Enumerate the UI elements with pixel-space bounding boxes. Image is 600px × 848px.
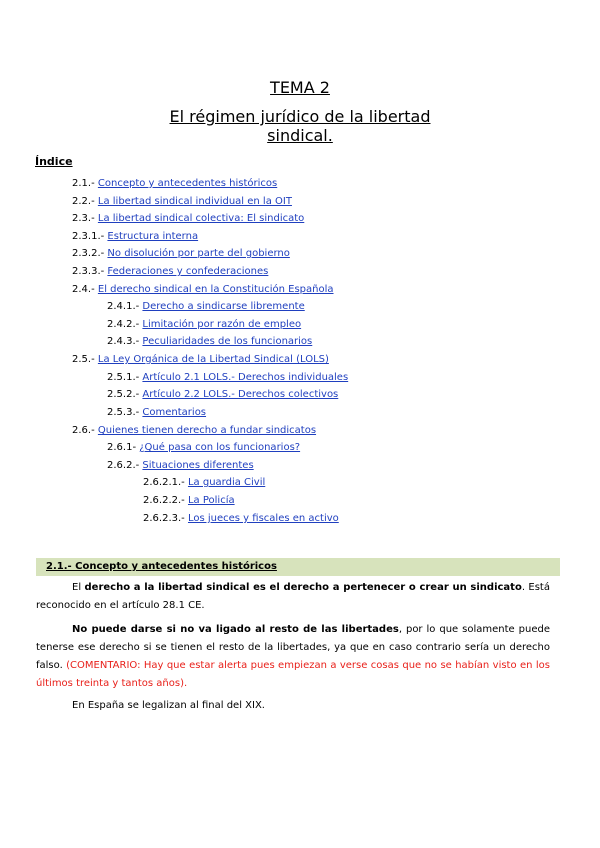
toc-number: 2.6.2.- [107, 460, 140, 471]
toc-link[interactable]: Artículo 2.2 LOLS.- Derechos colectivos [142, 389, 339, 400]
subtitle-line-1: El régimen jurídico de la libertad [169, 107, 431, 126]
paragraph-2-text: , por lo que solamente puede tenerse ese derecho si se tienen el resto de la libertades, ya que en caso contrario sería un derecho falso. [36, 624, 550, 671]
paragraph-1-end: . Está reconocido en el artículo 28.1 CE. [36, 582, 550, 611]
toc-entry-2-1[interactable] [72, 177, 277, 191]
toc-number: 2.3.2.- [72, 248, 105, 259]
toc-entry-2-3[interactable] [72, 212, 304, 226]
toc-link[interactable]: Situaciones diferentes [142, 460, 254, 471]
toc-entry-2-3-1[interactable] [72, 230, 198, 244]
toc-number: 2.4.3.- [107, 336, 140, 347]
toc-link[interactable]: Artículo 2.1 LOLS.- Derechos individuales [142, 372, 349, 383]
toc-entry-2-6-2-3[interactable] [143, 512, 339, 526]
toc-number: 2.6.- [72, 425, 95, 436]
toc-link[interactable]: Peculiaridades de los funcionarios [142, 336, 313, 347]
toc-entry-2-5-1[interactable] [107, 371, 348, 385]
toc-entry-2-6-2[interactable] [107, 459, 254, 473]
toc-entry-2-4-3[interactable] [107, 335, 312, 349]
toc-link[interactable]: La libertad sindical colectiva: El sindicato [97, 213, 305, 224]
toc-number: 2.5.3.- [107, 407, 140, 418]
toc-entry-2-3-3[interactable] [72, 265, 268, 279]
toc-number: 2.3.3.- [72, 266, 105, 277]
paragraph-3 [36, 697, 550, 715]
toc-number: 2.5.1.- [107, 372, 140, 383]
toc-entry-2-4-2[interactable] [107, 318, 301, 332]
toc-entry-2-5[interactable] [72, 353, 329, 367]
toc-link[interactable]: Limitación por razón de empleo [142, 319, 302, 330]
toc-entry-2-6-2-2[interactable] [143, 494, 235, 508]
toc-entry-2-4-1[interactable] [107, 300, 305, 314]
toc-number: 2.5.- [72, 354, 95, 365]
toc-link[interactable]: Concepto y antecedentes históricos [97, 178, 278, 189]
toc-entry-2-4[interactable] [72, 283, 334, 297]
toc-number: 2.1.- [72, 178, 95, 189]
toc-link[interactable]: La Policía [187, 495, 235, 506]
toc-number: 2.3.1.- [72, 231, 105, 242]
toc-entry-2-5-2[interactable] [107, 388, 338, 402]
toc-link[interactable]: La guardia Civil [187, 477, 266, 488]
paragraph-2-bold: No puede darse si no va ligado al resto de las libertades [72, 624, 399, 635]
subtitle-line-2: sindical. [267, 126, 333, 145]
toc-number: 2.5.2.- [107, 389, 140, 400]
toc-number: 2.6.2.2.- [143, 495, 185, 506]
paragraph-1-start: El [72, 582, 85, 593]
toc-link[interactable]: ¿Qué pasa con los funcionarios? [139, 442, 301, 453]
toc-link[interactable]: La libertad sindical individual en la OIT [97, 196, 292, 207]
toc-entry-2-6-1[interactable] [107, 441, 300, 455]
toc-number: 2.4.1.- [107, 301, 140, 312]
page-title: TEMA 2 [270, 78, 330, 97]
paragraph-1-bold: derecho a la libertad sindical es el derecho a pertenecer o crear un sindicato [84, 582, 522, 593]
toc-entry-2-3-2[interactable] [72, 247, 290, 261]
toc-entry-2-5-3[interactable] [107, 406, 206, 420]
toc-link[interactable]: El derecho sindical en la Constitución Española [97, 284, 334, 295]
toc-entry-2-2[interactable] [72, 195, 292, 209]
section-heading: 2.1.- Concepto y antecedentes históricos [46, 561, 277, 572]
index-heading: Índice [35, 155, 73, 168]
toc-link[interactable]: Quienes tienen derecho a fundar sindicatos [97, 425, 317, 436]
toc-entry-2-6[interactable] [72, 424, 316, 438]
toc-link[interactable]: La Ley Orgánica de la Libertad Sindical (LOLS) [97, 354, 329, 365]
toc-link[interactable]: Derecho a sindicarse libremente [142, 301, 305, 312]
toc-number: 2.3.- [72, 213, 95, 224]
toc-number: 2.6.2.1.- [143, 477, 185, 488]
paragraph-2 [36, 621, 550, 693]
toc-number: 2.4.- [72, 284, 95, 295]
toc-link[interactable]: Los jueces y fiscales en activo [187, 513, 339, 524]
page-subtitle [0, 107, 600, 145]
toc-number: 2.4.2.- [107, 319, 140, 330]
paragraph-3-text: En España se legalizan al final del XIX. [72, 700, 265, 711]
comment-text: (COMENTARIO: Hay que estar alerta pues empiezan a verse cosas que no se habían visto en los últimos treinta y tantos años). [36, 660, 550, 689]
toc-link[interactable]: No disolución por parte del gobierno [107, 248, 290, 259]
paragraph-1 [36, 579, 550, 615]
toc-link[interactable]: Comentarios [142, 407, 207, 418]
toc-link[interactable]: Federaciones y confederaciones [107, 266, 269, 277]
toc-number: 2.6.2.3.- [143, 513, 185, 524]
toc-number: 2.2.- [72, 196, 95, 207]
toc-number: 2.6.1- [107, 442, 137, 453]
toc-entry-2-6-2-1[interactable] [143, 476, 265, 490]
toc-link[interactable]: Estructura interna [107, 231, 199, 242]
